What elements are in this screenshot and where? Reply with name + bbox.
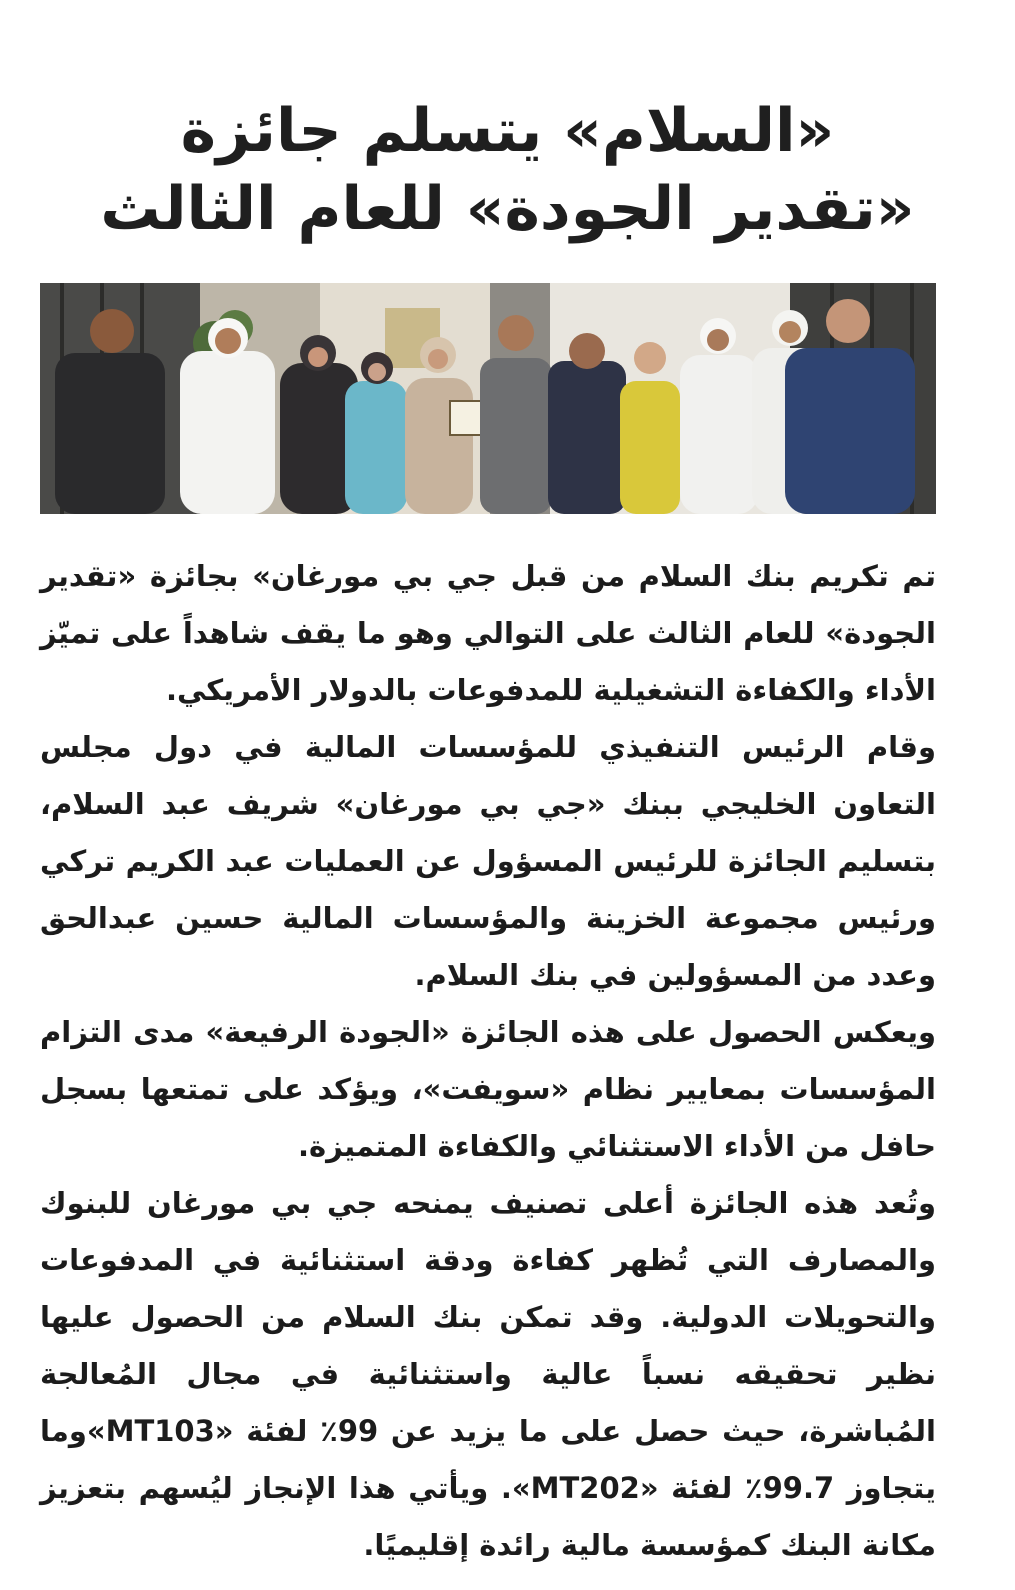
article-paragraph: تم تكريم بنك السلام من قبل جي بي مورغان» بجائزة «تقدير الجودة» للعام الثالث على التوالي وهو ما يقف شاهداً على تميّز الأداء والكفاءة التشغيلية للمدفوعات بالدولار الأمريكي. — [40, 559, 936, 707]
article-body — [40, 548, 936, 1574]
article-paragraph: ويعكس الحصول على هذه الجائزة «الجودة الرفيعة» مدى التزام المؤسسات بمعايير نظام «سويفت»، ويؤكد على تمتعها بسجل حافل من الأداء الاستثنائي والكفاءة المتميزة. — [40, 1015, 936, 1163]
headline-line-2: «تقدير الجودة» للعام الثالث — [100, 174, 915, 244]
headline-line-1: «السلام» يتسلم جائزة — [180, 96, 835, 166]
article-paragraph: وقام الرئيس التنفيذي للمؤسسات المالية في دول مجلس التعاون الخليجي ببنك «جي بي مورغان» شريف عبد السلام، بتسليم الجائزة للرئيس المسؤول عن العمليات عبد الكريم تركي ورئيس مجموعة الخزينة والمؤسسات المالية حسين عبدالحق وعدد من المسؤولين في بنك السلام. — [40, 730, 936, 992]
group-photo-image — [40, 283, 936, 514]
article-paragraph: وتُعد هذه الجائزة أعلى تصنيف يمنحه جي بي مورغان للبنوك والمصارف التي تُظهر كفاءة ودقة استثنائية في المدفوعات والتحويلات الدولية. وقد تمكن بنك السلام من الحصول عليها نظير تحقيقه نسباً عالية واستثنائية في مجال المُعالجة المُباشرة، حيث حصل على ما يزيد عن 99٪ لفئة «MT103»وما يتجاوز 99.7٪ لفئة «MT202». ويأتي هذا الإنجاز ليُسهم بتعزيز مكانة البنك كمؤسسة مالية رائدة إقليميًا. — [40, 1186, 936, 1562]
